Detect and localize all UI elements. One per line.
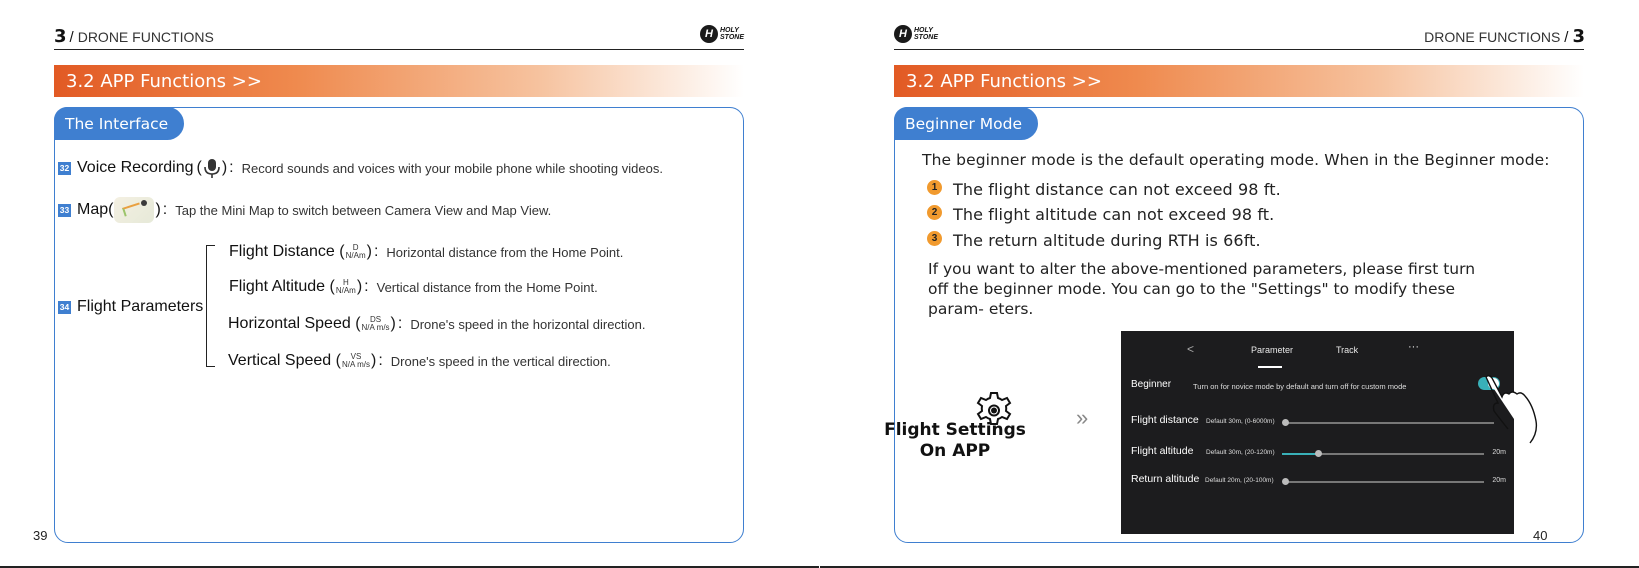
flight-altitude-label: Flight altitude bbox=[1131, 445, 1194, 457]
microphone-icon: ( ) bbox=[196, 159, 228, 176]
return-altitude-label: Return altitude bbox=[1131, 473, 1200, 485]
chapter-title: DRONE FUNCTIONS bbox=[77, 29, 214, 45]
page-header bbox=[54, 26, 744, 50]
flight-distance-slider[interactable] bbox=[1284, 422, 1494, 424]
item-badge: 33 bbox=[59, 204, 70, 215]
param-description: Drone's speed in the horizontal direction. bbox=[410, 316, 646, 332]
parameters-bracket bbox=[206, 245, 215, 367]
item-description: Tap the Mini Map to switch between Camera View and Map View. bbox=[175, 202, 552, 218]
tapping-hand-icon bbox=[1480, 373, 1544, 445]
rule-number: 2 bbox=[927, 205, 942, 220]
item-term: Map bbox=[77, 201, 109, 218]
param-term: Vertical Speed bbox=[228, 352, 332, 369]
setting-default-text: Default 20m, (20-100m) bbox=[1205, 477, 1274, 484]
item-description: Record sounds and voices with your mobile phone while shooting videos. bbox=[241, 160, 663, 176]
logo-mark-icon: H bbox=[894, 25, 912, 43]
chapter-number: 3 bbox=[54, 26, 66, 47]
colon: : bbox=[162, 201, 168, 218]
item-term: Flight Parameters bbox=[77, 298, 204, 315]
rule-text: The flight altitude can not exceed 98 ft. bbox=[953, 205, 1275, 224]
return-altitude-slider[interactable] bbox=[1284, 481, 1484, 483]
section-title: 3.2 APP Functions >> bbox=[906, 70, 1102, 92]
param-flight-altitude: Flight Altitude ( H N/Am ) : Vertical distance from the Home Point. bbox=[229, 278, 598, 295]
active-tab-indicator bbox=[1258, 366, 1282, 368]
section-title: 3.2 APP Functions >> bbox=[66, 70, 262, 92]
colon: : bbox=[229, 159, 234, 176]
brand-logo bbox=[700, 25, 744, 43]
logo-text: HOLY STONE bbox=[720, 27, 744, 41]
param-vertical-speed: Vertical Speed ( VS N/A m/s ) : Drone's speed in the vertical direction. bbox=[228, 352, 611, 369]
slider-end-value: 20m bbox=[1492, 477, 1506, 484]
brand-logo bbox=[894, 25, 938, 43]
slider-handle[interactable] bbox=[1282, 419, 1289, 426]
page-header bbox=[894, 26, 1584, 50]
param-term: Flight Altitude bbox=[229, 278, 326, 295]
rule-number: 1 bbox=[927, 180, 942, 195]
mini-map-thumbnail-icon bbox=[114, 197, 154, 223]
list-item-map: 33 Map ( ) : Tap the Mini Map to switch between Camera View and Map View. bbox=[58, 197, 551, 223]
list-item-flight-parameters bbox=[58, 298, 203, 316]
flight-settings-label: Flight Settings On APP bbox=[884, 420, 1026, 461]
param-flight-distance: Flight Distance ( D N/Am ) : Horizontal distance from the Home Point. bbox=[229, 243, 624, 260]
logo-mark-icon: H bbox=[700, 25, 718, 43]
param-term: Horizontal Speed bbox=[228, 315, 351, 332]
section-tab: The Interface bbox=[54, 107, 184, 140]
header-slash: / bbox=[1564, 29, 1569, 46]
slider-handle[interactable] bbox=[1282, 478, 1289, 485]
flight-distance-label: Flight distance bbox=[1131, 414, 1199, 426]
page-number: 40 bbox=[1533, 528, 1548, 543]
instruction-paragraph: If you want to alter the above-mentioned parameters, please first turn off the beginner mode. You can go to the "Settings" to modify these param- eters. bbox=[928, 260, 1476, 318]
setting-default-text: Default 30m, (20-120m) bbox=[1206, 449, 1275, 456]
item-badge: 34 bbox=[59, 301, 70, 312]
section-banner bbox=[894, 65, 1584, 97]
header-slash: / bbox=[69, 29, 74, 46]
logo-text: HOLY STONE bbox=[914, 27, 938, 41]
param-description: Vertical distance from the Home Point. bbox=[376, 279, 598, 295]
section-tab: Beginner Mode bbox=[894, 107, 1038, 140]
param-description: Horizontal distance from the Home Point. bbox=[386, 244, 624, 260]
tab-parameter[interactable]: Parameter bbox=[1251, 345, 1294, 355]
param-unit: ( H N/Am ) bbox=[325, 278, 363, 295]
beginner-label: Beginner bbox=[1131, 379, 1172, 390]
intro-text: The beginner mode is the default operating mode. When in the Beginner mode: bbox=[922, 151, 1550, 169]
double-chevron-right-icon: » bbox=[1076, 405, 1089, 430]
rule-text: The flight distance can not exceed 98 ft. bbox=[953, 180, 1281, 199]
more-icon[interactable]: ··· bbox=[1408, 341, 1419, 353]
slider-fill bbox=[1282, 453, 1318, 455]
chapter-title: DRONE FUNCTIONS bbox=[1424, 29, 1561, 45]
param-unit: ( VS N/A m/s ) bbox=[331, 352, 377, 369]
chapter-number: 3 bbox=[1572, 26, 1584, 47]
tab-track[interactable]: Track bbox=[1336, 345, 1359, 355]
right-page bbox=[820, 0, 1639, 568]
param-horizontal-speed: Horizontal Speed ( DS N/A m/s ) : Drone's speed in the horizontal direction. bbox=[228, 315, 646, 332]
setting-default-text: Default 30m, (0-6000m) bbox=[1206, 418, 1275, 425]
param-unit: ( DS N/A m/s ) bbox=[350, 315, 396, 332]
param-term: Flight Distance bbox=[229, 243, 335, 260]
rule-number: 3 bbox=[927, 231, 942, 246]
page-number: 39 bbox=[33, 528, 48, 543]
param-description: Drone's speed in the vertical direction. bbox=[390, 353, 611, 369]
item-badge: 32 bbox=[59, 162, 70, 173]
param-unit: ( D N/Am ) bbox=[334, 243, 372, 260]
item-term: Voice Recording bbox=[77, 159, 194, 176]
section-banner bbox=[54, 65, 744, 97]
back-icon[interactable]: < bbox=[1187, 342, 1195, 356]
beginner-description: Turn on for novice mode by default and turn off for custom mode bbox=[1193, 382, 1407, 391]
app-settings-screenshot bbox=[1121, 331, 1514, 534]
slider-handle[interactable] bbox=[1315, 450, 1322, 457]
slider-end-value: 20m bbox=[1492, 449, 1506, 456]
left-page bbox=[0, 0, 819, 568]
rule-text: The return altitude during RTH is 66ft. bbox=[953, 231, 1261, 250]
list-item-voice-recording bbox=[58, 157, 663, 179]
